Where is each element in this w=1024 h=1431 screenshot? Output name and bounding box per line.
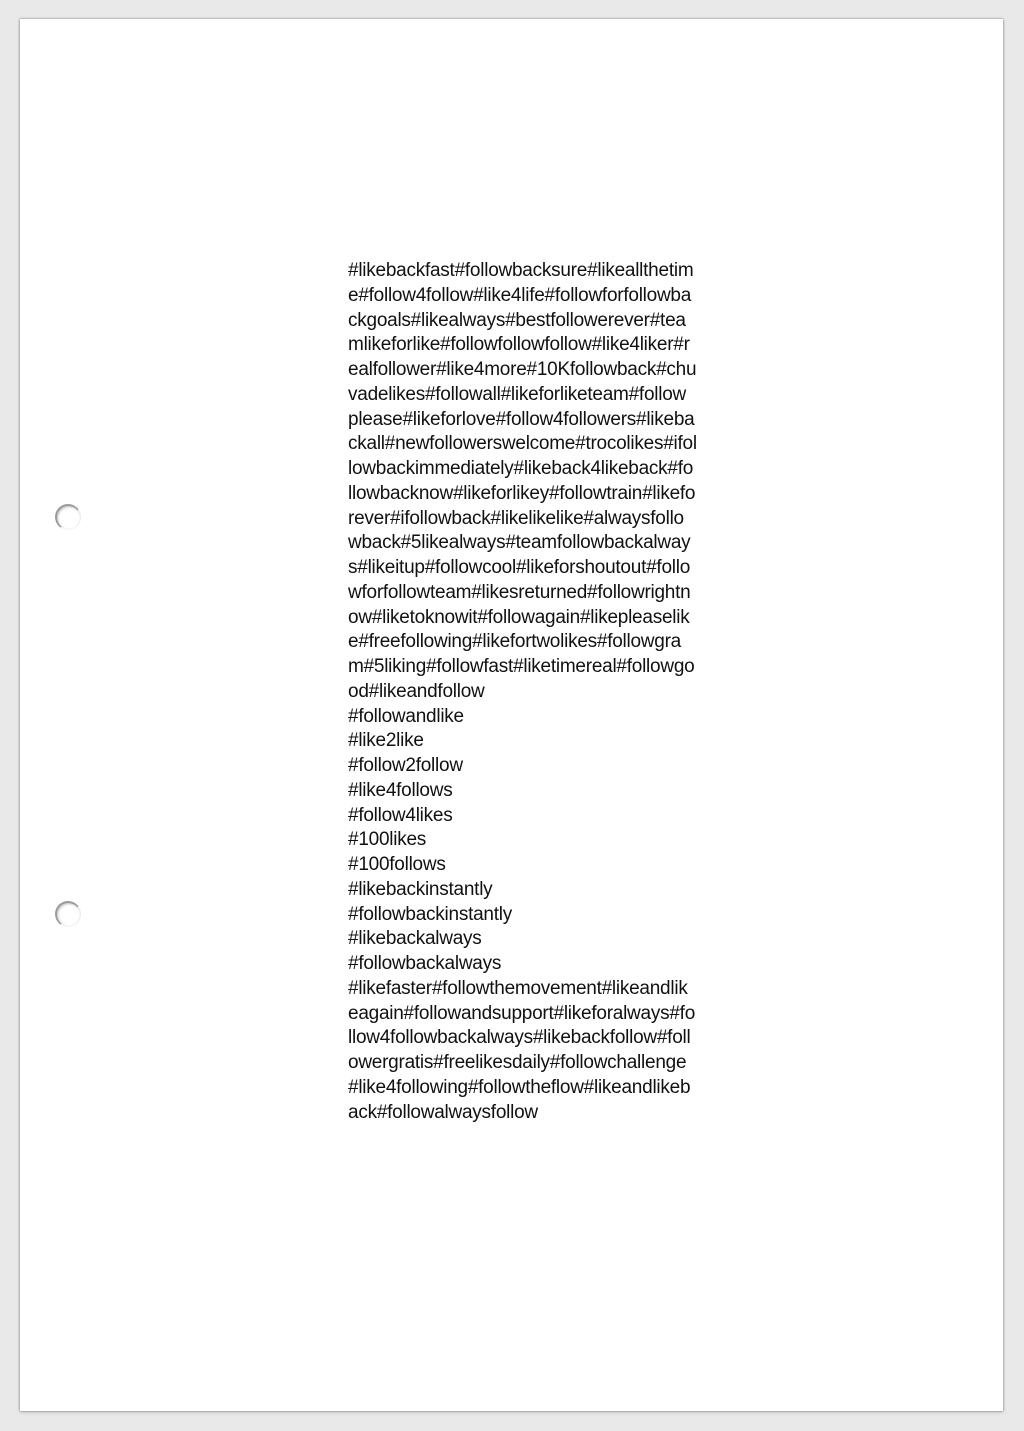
text-line: llowbacknow#likeforlikey#followtrain#likefo xyxy=(348,482,696,504)
text-line: ckgoals#likealways#bestfollowerever#tea xyxy=(348,309,686,331)
text-line: eagain#followandsupport#likeforalways#fo xyxy=(348,1002,696,1024)
text-line: ckall#newfollowerswelcome#trocolikes#ifol xyxy=(348,433,697,455)
punch-hole xyxy=(55,504,81,530)
text-line: mlikeforlike#followfollowfollow#like4liker#r xyxy=(348,334,690,356)
text-line: #followbackalways xyxy=(348,953,502,974)
text-line: ow#liketoknowit#followagain#likepleaselik xyxy=(348,606,690,628)
text-line: vadelikes#followall#likeforliketeam#follow xyxy=(348,383,687,405)
text-line: #followandlike xyxy=(348,705,464,727)
text-line: #likebackfast#followbacksure#likeallthetim xyxy=(348,260,694,281)
text-line: #like4follows xyxy=(348,779,453,801)
text-line: wforfollowteam#likesreturned#followrightn xyxy=(348,581,691,603)
paper-sheet xyxy=(20,19,1003,1411)
text-line: #100likes xyxy=(348,829,427,851)
text-line: e#follow4follow#like4life#followforfollowba xyxy=(348,284,692,306)
text-line: owergratis#freelikesdaily#followchallenge xyxy=(348,1052,687,1073)
text-line: #likebackinstantly xyxy=(348,878,493,900)
text-line: rever#ifollowback#likelikelike#alwaysfollo xyxy=(348,507,684,529)
text-line: ealfollower#like4more#10Kfollowback#chu xyxy=(348,359,697,380)
text-line: s#likeitup#followcool#likeforshoutout#follo xyxy=(348,557,691,578)
text-line: #likefaster#followthemovement#likeandlik xyxy=(348,977,688,999)
text-line: wback#5likealways#teamfollowbackalway xyxy=(348,532,691,554)
text-line: please#likeforlove#follow4followers#likeba xyxy=(348,408,695,430)
text-line: m#5liking#followfast#liketimereal#followgo xyxy=(348,656,695,677)
text-line: llow4followbackalways#likebackfollow#foll xyxy=(348,1027,691,1049)
text-line: od#likeandfollow xyxy=(348,680,485,702)
text-line: #like4following#followtheflow#likeandlikeb xyxy=(348,1076,691,1098)
text-line: ack#followalwaysfollow xyxy=(348,1101,538,1123)
text-line: #100follows xyxy=(348,854,446,875)
text-line: #likebackalways xyxy=(348,928,482,950)
text-line: #follow4likes xyxy=(348,804,453,826)
punch-hole xyxy=(55,901,81,927)
text-line: #follow2follow xyxy=(348,755,463,776)
hashtag-text-block xyxy=(348,259,728,1125)
text-line: lowbackimmediately#likeback4likeback#fo xyxy=(348,458,694,479)
text-line: e#freefollowing#likefortwolikes#followgra xyxy=(348,631,681,653)
text-line: #like2like xyxy=(348,730,424,752)
text-line: #followbackinstantly xyxy=(348,903,512,925)
